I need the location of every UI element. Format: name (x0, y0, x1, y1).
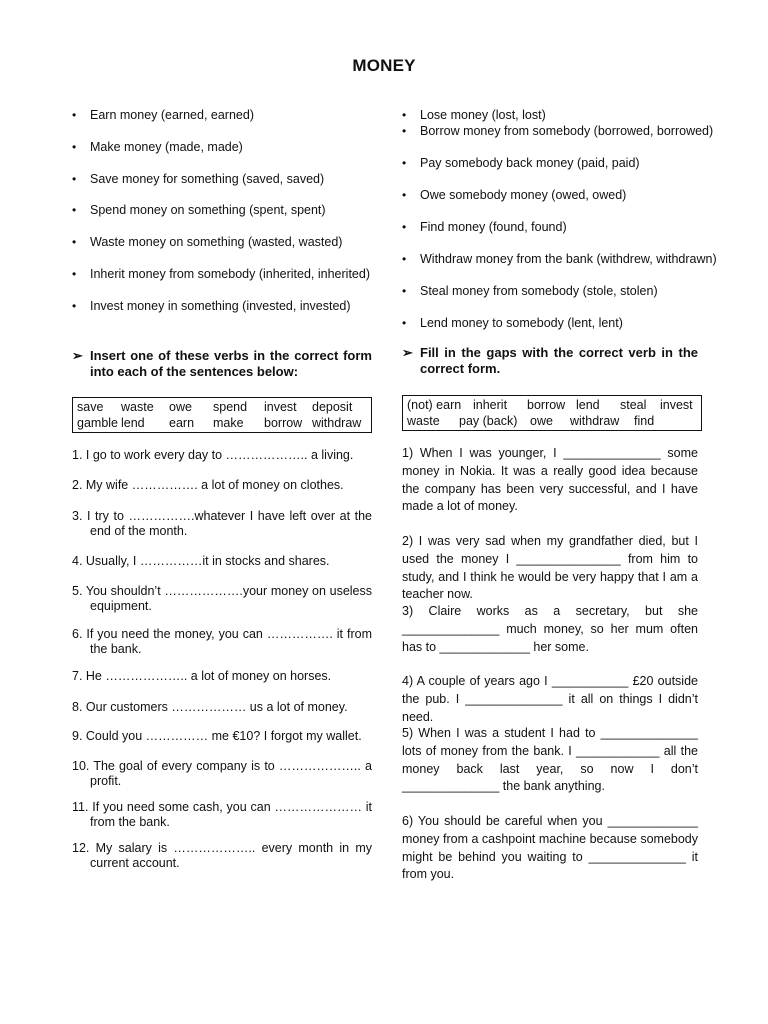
left-instruction (72, 348, 372, 380)
gap-fill-paragraph: 2) I was very sad when my grandfather died, but I used the money I _______________ from him to study, and I think he would be very happy that I am a teacher now. (402, 534, 698, 602)
sentence-item: 9. Could you …………… me €10? I forgot my wallet. (72, 729, 362, 743)
sentence-item: 6. If you need the money, you can ……………. it from the bank. (72, 627, 372, 656)
right-phrase-list (402, 108, 717, 331)
word-box-word: lend (576, 398, 600, 412)
arrow-bullet-icon: ➢ (402, 345, 413, 360)
right-instruction-text: Fill in the gaps with the correct verb in the correct form. (420, 345, 698, 376)
word-box-word: withdraw (312, 416, 362, 430)
gap-fill-paragraph: 4) A couple of years ago I ___________ £20 outside the pub. I ______________ it all on things I didn’t need. (402, 674, 698, 724)
word-box-word: owe (169, 400, 192, 414)
sentence-item: 7. He ……………….. a lot of money on horses. (72, 669, 332, 683)
word-box-word: owe (530, 414, 553, 428)
page-title: MONEY (352, 56, 416, 75)
sentence-item: 5. You shouldn’t ……………….your money on useless equipment. (72, 584, 372, 613)
phrase-item: • Lend money to somebody (lent, lent) (402, 316, 698, 331)
word-box-word: spend (213, 400, 248, 414)
word-box-word: withdraw (570, 414, 620, 428)
word-box-word: waste (407, 414, 440, 428)
word-box-row (407, 413, 697, 429)
word-box-word: pay (back) (459, 414, 518, 428)
phrase-item: • Borrow money from somebody (borrowed, borrowed) (402, 124, 698, 139)
word-box-row (407, 397, 697, 413)
sentence-item: 3. I try to …………….whatever I have left over at the end of the month. (72, 509, 372, 538)
word-box-word: borrow (527, 398, 566, 412)
left-phrase-list (72, 108, 372, 331)
word-box-word: make (213, 416, 244, 430)
phrase-item: • Lose money (lost, lost) (402, 108, 698, 123)
word-box-word: gamble (77, 416, 118, 430)
phrase-item: • Make money (made, made) (72, 140, 372, 155)
word-box-row (77, 399, 367, 415)
phrase-item: • Find money (found, found) (402, 220, 698, 235)
word-box-word: invest (264, 400, 297, 414)
left-sentence-list (72, 448, 372, 871)
phrase-item: • Save money for something (saved, saved) (72, 172, 372, 187)
phrase-item: • Steal money from somebody (stole, stolen) (402, 284, 698, 299)
phrase-item: • Pay somebody back money (paid, paid) (402, 156, 698, 171)
sentence-item: 4. Usually, I ……………it in stocks and shares. (72, 554, 330, 568)
right-word-box (402, 395, 702, 431)
phrase-item: • Waste money on something (wasted, wasted) (72, 235, 372, 250)
sentence-item: 8. Our customers ……………… us a lot of money. (72, 700, 348, 714)
sentence-item: 2. My wife ……………. a lot of money on clothes. (72, 478, 344, 492)
word-box-word: deposit (312, 400, 353, 414)
sentence-item: 1. I go to work every day to ……………….. a living. (72, 448, 354, 462)
sentence-item: 11. If you need some cash, you can ………………… it from the bank. (72, 800, 372, 829)
left-instruction-text: Insert one of these verbs in the correct form into each of the sentences below: (90, 348, 372, 379)
word-box-word: lend (121, 416, 145, 430)
word-box-word: inherit (473, 398, 508, 412)
gap-fill-paragraph: 1) When I was younger, I ______________ some money in Nokia. It was a really good idea because the company has been very successful, and I have made a lot of money. (402, 446, 698, 514)
word-box-row (77, 415, 367, 431)
gap-fill-paragraph: 5) When I was a student I had to ______________ lots of money from the bank. I ____________ all the money back last year, so now I don’t ______________ the bank anything. (402, 726, 698, 794)
word-box-word: find (634, 414, 655, 428)
phrase-item: • Owe somebody money (owed, owed) (402, 188, 698, 203)
word-box-word: waste (121, 400, 154, 414)
phrase-item: • Spend money on something (spent, spent) (72, 203, 372, 218)
phrase-item: • Earn money (earned, earned) (72, 108, 372, 123)
arrow-bullet-icon: ➢ (72, 348, 83, 363)
word-box-word: borrow (264, 416, 303, 430)
phrase-item: • Withdraw money from the bank (withdrew, withdrawn) (402, 252, 698, 267)
phrase-item: • Inherit money from somebody (inherited, inherited) (72, 267, 372, 282)
word-box-word: (not) earn (407, 398, 462, 412)
word-box-word: save (77, 400, 104, 414)
gap-fill-paragraph: 6) You should be careful when you _____________ money from a cashpoint machine because somebody might be behind you waiting to ______________ it from you. (402, 814, 698, 882)
word-box-word: invest (660, 398, 693, 412)
gap-fill-paragraph: 3) Claire works as a secretary, but she ______________ much money, so her mum often has to _____________ her some. (402, 604, 698, 654)
right-instruction (402, 345, 698, 377)
word-box-word: steal (620, 398, 647, 412)
phrase-item: • Invest money in something (invested, invested) (72, 299, 372, 314)
left-word-box (72, 397, 372, 433)
word-box-word: earn (169, 416, 195, 430)
sentence-item: 12. My salary is ……………….. every month in my current account. (72, 841, 372, 870)
sentence-item: 10. The goal of every company is to ……………….. a profit. (72, 759, 372, 788)
